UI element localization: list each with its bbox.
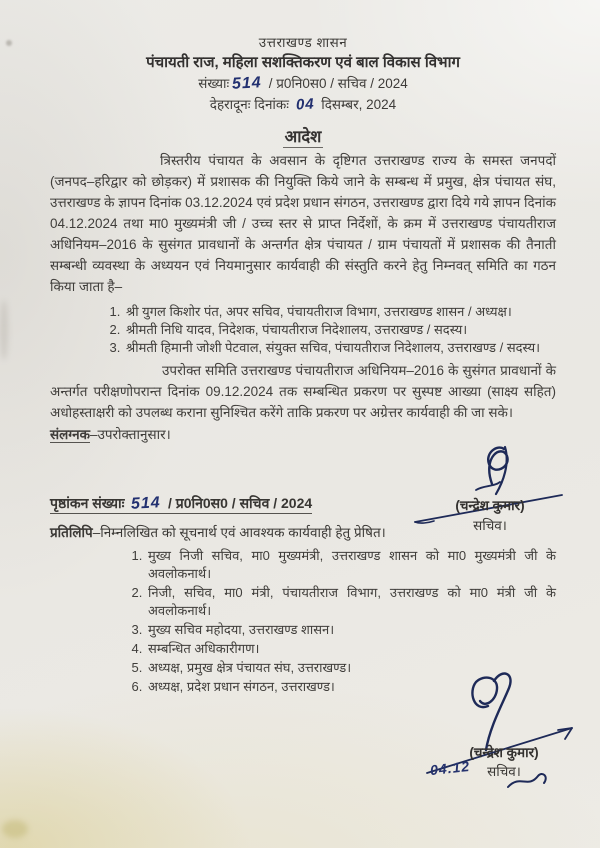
- signatory-name: (चन्द्रेश कुमार): [469, 745, 539, 760]
- list-item: 5. अध्यक्ष, प्रमुख क्षेत्र पंचायत संघ, उत्तराखण्ड।: [146, 659, 556, 677]
- letter-number-handwritten: 514: [231, 74, 263, 93]
- order-paragraph-1: त्रिस्तरीय पंचायत के अवसान के दृष्टिगत उत्तराखण्ड राज्य के समस्त जनपदों (जनपद–हरिद्वार को छोड़कर) में प्रशासक की नियुक्ति किये जाने के सम्बन्ध में प्रमुख, क्षेत्र पंचायत संघ, उत्तराखण्ड के ज्ञापन दिनांक 03.12.2024 एवं प्रदेश प्रधान संगठन, उत्तराखण्ड द्वारा दिये गये ज्ञापन दिनांक 04.12.2024 तथा मा0 मुख्यमंत्री जी / उच्च स्तर से प्राप्त निर्देशों, के क्रम में उत्तराखण्ड पंचायतीराज अधिनियम–2016 के सुसंगत प्रावधानों के अन्तर्गत क्षेत्र पंचायत / ग्राम पंचायतों में प्रशासक की तैनाती सम्बन्धी व्यवस्था के अध्ययन एवं नियमानुसार कार्यवाही की संस्तुति करने हेतु निम्नवत् समिति का गठन किया जाता है–: [50, 153, 556, 294]
- list-item: 3. श्रीमती हिमानी जोशी पेटवाल, संयुक्त सचिव, पंचायतीराज निदेशालय, उत्तराखण्ड / सदस्य।: [124, 339, 556, 356]
- department-title: पंचायती राज, महिला सशक्तिकरण एवं बाल विकास विभाग: [146, 54, 460, 71]
- scan-speck: [6, 40, 12, 46]
- date-suffix: दिसम्बर, 2024: [321, 97, 397, 112]
- letter-number-line: [50, 73, 556, 94]
- letter-number-label: संख्याः: [198, 76, 230, 91]
- place-date-line: [50, 94, 556, 116]
- list-item: 1. मुख्य निजी सचिव, मा0 मुख्यमंत्री, उत्तराखण्ड शासन को मा0 मुख्यमंत्री जी के अवलोकनार्थ।: [146, 547, 556, 583]
- list-item: 3. मुख्य सचिव महोदया, उत्तराखण्ड शासन।: [146, 621, 556, 639]
- list-item: 6. अध्यक्ष, प्रदेश प्रधान संगठन, उत्तराखण्ड।: [146, 678, 556, 696]
- enclosure-rest: –उपरोक्तानुसार।: [89, 427, 171, 442]
- date-handwritten: 04: [295, 95, 315, 114]
- committee-list: [50, 303, 556, 356]
- order-heading: आदेश: [284, 128, 322, 146]
- endorsement-label: पृष्ठांकन संख्याः: [50, 495, 125, 511]
- copy-label: प्रतिलिपि: [50, 525, 93, 540]
- copy-rest: –निम्नलिखित को सूचनार्थ एवं आवश्यक कार्यवाही हेतु प्रेषित।: [92, 525, 386, 540]
- list-item: 2. निजी, सचिव, मा0 मंत्री, पंचायतीराज विभाग, उत्तराखण्ड को मा0 मंत्री जी के अवलोकनार्थ।: [146, 584, 556, 620]
- signatory-name: (चन्द्रेश कुमार): [455, 498, 525, 513]
- signature-block-1: [412, 440, 568, 540]
- handwritten-date: 04.12: [429, 757, 471, 779]
- signatory-designation: सचिव।: [487, 764, 521, 779]
- endorsement-number-handwritten: 514: [130, 494, 162, 513]
- enclosure-label: संलग्नक: [50, 427, 90, 442]
- order-paragraph-2: उपरोक्त समिति उत्तराखण्ड पंचायतीराज अधिनियम–2016 के सुसंगत प्रावधानों के अन्तर्गत परीक्षणोपरान्त दिनांक 09.12.2024 तक सम्बन्धित प्रकरण पर सुस्पष्ट आख्या (साक्ष्य सहित) अधोहस्ताक्षरी को उपलब्ध कराना सुनिश्चित करेंगे ताकि प्रकरण पर अग्रेत्तर कार्यवाही की जा सके।: [50, 363, 556, 420]
- list-item: 2. श्रीमती निधि यादव, निदेशक, पंचायतीराज निदेशालय, उत्तराखण्ड / सदस्य।: [124, 321, 556, 338]
- list-item: 1. श्री युगल किशोर पंत, अपर सचिव, पंचायतीराज विभाग, उत्तराखण्ड शासन / अध्यक्ष।: [124, 303, 556, 320]
- signatory-designation: सचिव।: [473, 518, 507, 533]
- place-date-prefix: देहरादूनः दिनांकः: [209, 97, 290, 112]
- letter-number-rest: / प्र0नि0स0 / सचिव / 2024: [268, 76, 408, 91]
- endorsement-number-rest: / प्र0नि0स0 / सचिव / 2024: [167, 495, 313, 511]
- government-title: उत्तराखण्ड शासन: [258, 35, 348, 50]
- signature-block-2: [422, 670, 586, 795]
- scan-edge-shadow: [0, 300, 8, 360]
- list-item: 4. सम्बन्धित अधिकारीगण।: [146, 640, 556, 658]
- scan-stain: [2, 820, 28, 838]
